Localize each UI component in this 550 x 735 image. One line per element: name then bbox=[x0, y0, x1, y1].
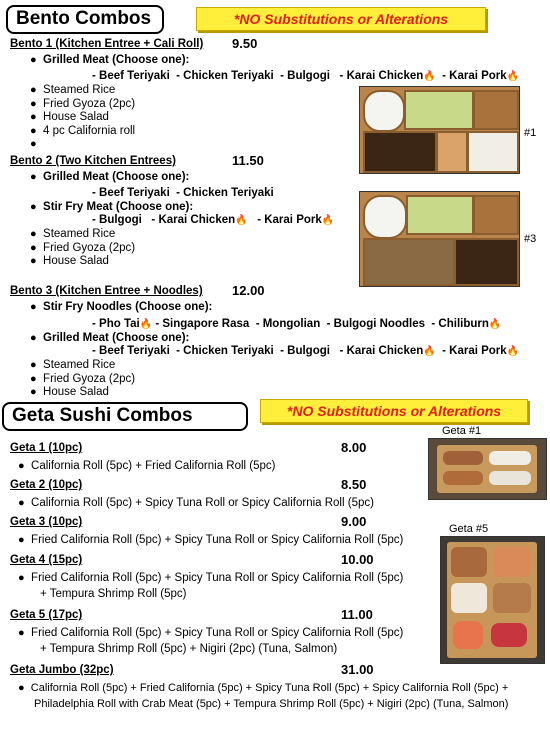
bullet-icon: ● bbox=[30, 332, 37, 344]
geta3-line: ● Fried California Roll (5pc) + Spicy Tuna Roll or Spicy California Roll (5pc) bbox=[18, 534, 404, 546]
geta1-photo bbox=[428, 438, 547, 500]
spicy-roll-group bbox=[451, 583, 487, 613]
choice-beef-teriyaki: - Beef Teriyaki bbox=[92, 345, 170, 357]
choice-bulgogi: - Bulgogi bbox=[92, 214, 142, 226]
geta5-price: 11.00 bbox=[341, 607, 373, 622]
fried-roll-row bbox=[443, 451, 483, 465]
nigiri-salmon bbox=[453, 621, 483, 649]
list-item: ● House Salad bbox=[30, 255, 109, 267]
bento3-items bbox=[30, 359, 135, 400]
meat-compartment bbox=[454, 238, 519, 286]
rice-compartment bbox=[363, 195, 407, 239]
bento3-noodle-choices bbox=[92, 318, 501, 330]
bento2-stir-row bbox=[30, 201, 193, 213]
list-item: ● Steamed Rice bbox=[30, 84, 116, 96]
bullet-icon: ● bbox=[30, 301, 37, 313]
geta2-header: Geta 2 (10pc) bbox=[10, 479, 83, 491]
list-item: ● Fried Gyoza (2pc) bbox=[30, 241, 136, 254]
bento2-grilled-label: Grilled Meat (Choose one): bbox=[43, 171, 190, 183]
geta3-header: Geta 3 (10pc) bbox=[10, 516, 83, 528]
bullet-icon: ● bbox=[18, 572, 25, 584]
bento3-price: 12.00 bbox=[232, 283, 265, 298]
bento2-grilled-row bbox=[30, 171, 189, 183]
geta4-price: 10.00 bbox=[341, 552, 374, 567]
bullet-icon: ● bbox=[30, 241, 37, 254]
geta2-price: 8.50 bbox=[341, 477, 367, 492]
bento1-photo bbox=[359, 86, 520, 174]
cali-roll-row bbox=[489, 451, 531, 465]
nigiri-tuna bbox=[491, 623, 527, 647]
choice-chicken-teriyaki: - Chicken Teriyaki bbox=[176, 345, 274, 357]
fire-icon: 🔥 bbox=[423, 346, 436, 357]
salad-compartment bbox=[404, 90, 474, 130]
geta-title-text: Geta Sushi Combos bbox=[12, 405, 193, 426]
list-item: ● Steamed Rice bbox=[30, 359, 116, 371]
bento2-stir-label: Stir Fry Meat (Choose one): bbox=[43, 201, 194, 213]
bullet-icon: ● bbox=[30, 359, 37, 371]
choice-singapore-rasa: - Singapore Rasa bbox=[155, 318, 250, 330]
choice-karai-chicken: - Karai Chicken bbox=[339, 70, 424, 82]
geta5-line2: + Tempura Shrimp Roll (5pc) + Nigiri (2pc) (Tuna, Salmon) bbox=[40, 643, 338, 655]
sauce-compartment bbox=[436, 131, 468, 173]
geta5-line1: ● Fried California Roll (5pc) + Spicy Tuna Roll or Spicy California Roll (5pc) bbox=[18, 627, 404, 639]
bento3-header: Bento 3 (Kitchen Entree + Noodles) bbox=[10, 285, 203, 297]
bullet-icon: ● bbox=[30, 171, 37, 183]
geta-jumbo-line1: ● California Roll (5pc) + Fried California (5pc) + Spicy Tuna Roll (5pc) + Spicy California Roll (5pc) + bbox=[18, 682, 509, 694]
bullet-icon: ● bbox=[30, 201, 37, 213]
geta1-price: 8.00 bbox=[341, 440, 367, 455]
geta5-header: Geta 5 (17pc) bbox=[10, 609, 83, 621]
bullet-icon: ● bbox=[30, 54, 37, 66]
bento3-photo-label: #3 bbox=[524, 233, 537, 245]
choice-chicken-teriyaki: - Chicken Teriyaki bbox=[176, 70, 274, 82]
bento3-noodle-label: Stir Fry Noodles (Choose one): bbox=[43, 301, 213, 313]
stirfry-compartment bbox=[363, 238, 455, 286]
bento-no-substitutions-banner bbox=[196, 7, 486, 31]
sushi-compartment bbox=[467, 131, 519, 173]
geta5-photo bbox=[440, 536, 545, 664]
geta5-photo-label: Geta #5 bbox=[449, 523, 489, 535]
bento2-stir-choices bbox=[92, 214, 334, 226]
bento-section-title bbox=[6, 5, 164, 34]
choice-bulgogi: - Bulgogi bbox=[280, 70, 330, 82]
geta-jumbo-line2: Philadelphia Roll with Crab Meat (5pc) + Tempura Shrimp Roll (5pc) + Nigiri (2pc) (Tuna, Salmon) bbox=[34, 698, 509, 710]
fire-icon: 🔥 bbox=[506, 71, 520, 82]
cali-roll-row bbox=[489, 471, 531, 485]
choice-pho-tai: - Pho Tai bbox=[92, 318, 140, 330]
fire-icon: 🔥 bbox=[506, 346, 520, 357]
gyoza-compartment bbox=[473, 195, 519, 235]
bento2-items bbox=[30, 228, 135, 269]
choice-bulgogi: - Bulgogi bbox=[280, 345, 330, 357]
list-item: ● Fried Gyoza (2pc) bbox=[30, 97, 136, 110]
fire-icon: 🔥 bbox=[321, 215, 335, 226]
choice-bulgogi-noodles: - Bulgogi Noodles bbox=[326, 318, 425, 330]
fried-roll-row bbox=[443, 471, 483, 485]
choice-karai-chicken: - Karai Chicken bbox=[339, 345, 424, 357]
fire-icon: 🔥 bbox=[139, 319, 153, 330]
gyoza-compartment bbox=[473, 90, 519, 130]
geta-banner-text: *NO Substitutions or Alterations bbox=[286, 403, 502, 419]
bento1-photo-label: #1 bbox=[524, 127, 537, 139]
bullet-icon: ● bbox=[30, 386, 37, 398]
geta-jumbo-header: Geta Jumbo (32pc) bbox=[10, 664, 114, 676]
bento2-grilled-choices bbox=[92, 187, 274, 199]
bullet-icon: ● bbox=[30, 138, 37, 150]
list-item: ● House Salad bbox=[30, 111, 109, 123]
list-item: ● Fried Gyoza (2pc) bbox=[30, 372, 136, 385]
choice-mongolian: - Mongolian bbox=[255, 318, 321, 330]
list-item: ● House Salad bbox=[30, 386, 109, 398]
list-item: ● 4 pc California roll bbox=[30, 124, 136, 137]
bento3-photo bbox=[359, 191, 520, 287]
bullet-icon: ● bbox=[30, 228, 37, 240]
fire-icon: 🔥 bbox=[423, 71, 436, 82]
choice-karai-pork: - Karai Pork bbox=[257, 214, 322, 226]
geta4-header: Geta 4 (15pc) bbox=[10, 554, 83, 566]
bullet-icon: ● bbox=[30, 84, 37, 96]
bento1-choices bbox=[92, 70, 519, 82]
bento3-noodle-row bbox=[30, 301, 212, 313]
bento1-grilled-row bbox=[30, 54, 189, 66]
bullet-icon: ● bbox=[18, 682, 25, 694]
bento1-price: 9.50 bbox=[232, 36, 258, 51]
geta3-price: 9.00 bbox=[341, 514, 367, 529]
choice-karai-pork: - Karai Pork bbox=[442, 345, 507, 357]
cali-roll-group bbox=[493, 583, 531, 613]
geta2-line: ● California Roll (5pc) + Spicy Tuna Roll or Spicy California Roll (5pc) bbox=[18, 497, 374, 509]
bullet-icon: ● bbox=[18, 534, 25, 546]
bullet-icon: ● bbox=[30, 97, 37, 110]
bullet-icon: ● bbox=[30, 111, 37, 123]
geta1-line: ● California Roll (5pc) + Fried California Roll (5pc) bbox=[18, 460, 276, 472]
bullet-icon: ● bbox=[30, 124, 37, 137]
geta4-line2: + Tempura Shrimp Roll (5pc) bbox=[40, 588, 187, 600]
geta1-header: Geta 1 (10pc) bbox=[10, 442, 83, 454]
fire-icon: 🔥 bbox=[235, 215, 248, 226]
fried-roll-group bbox=[451, 547, 487, 577]
bento3-grilled-label: Grilled Meat (Choose one): bbox=[43, 332, 190, 344]
geta-jumbo-price: 31.00 bbox=[341, 662, 374, 677]
choice-karai-pork: - Karai Pork bbox=[442, 70, 507, 82]
choice-beef-teriyaki: - Beef Teriyaki bbox=[92, 70, 170, 82]
bento1-grilled-label: Grilled Meat (Choose one): bbox=[43, 54, 190, 66]
bento1-items bbox=[30, 84, 135, 152]
list-item-empty bbox=[30, 138, 135, 152]
geta-section-title bbox=[2, 402, 248, 431]
bullet-icon: ● bbox=[18, 460, 25, 472]
bento-title-text: Bento Combos bbox=[16, 8, 152, 29]
geta4-line1: ● Fried California Roll (5pc) + Spicy Tuna Roll or Spicy California Roll (5pc) bbox=[18, 572, 404, 584]
bento2-header: Bento 2 (Two Kitchen Entrees) bbox=[10, 155, 176, 167]
fire-icon: 🔥 bbox=[488, 319, 502, 330]
choice-beef-teriyaki: - Beef Teriyaki bbox=[92, 187, 170, 199]
meat-compartment bbox=[363, 131, 437, 173]
geta-no-substitutions-banner bbox=[260, 399, 528, 423]
bullet-icon: ● bbox=[30, 372, 37, 385]
bento3-grilled-row bbox=[30, 332, 189, 344]
salad-compartment bbox=[406, 195, 474, 235]
bullet-icon: ● bbox=[30, 255, 37, 267]
tempura-roll-group bbox=[493, 547, 531, 577]
geta1-photo-label: Geta #1 bbox=[442, 425, 482, 437]
bento-banner-text: *NO Substitutions or Alterations bbox=[233, 11, 449, 27]
bento2-price: 11.50 bbox=[232, 153, 264, 168]
bento1-header: Bento 1 (Kitchen Entree + Cali Roll) bbox=[10, 38, 204, 50]
bullet-icon: ● bbox=[18, 497, 25, 509]
bento3-choices bbox=[92, 345, 519, 357]
choice-chicken-teriyaki: - Chicken Teriyaki bbox=[176, 187, 274, 199]
list-item: ● Steamed Rice bbox=[30, 228, 116, 240]
rice-compartment bbox=[363, 90, 405, 132]
choice-chiliburn: - Chiliburn bbox=[431, 318, 489, 330]
choice-karai-chicken: - Karai Chicken bbox=[151, 214, 236, 226]
bullet-icon: ● bbox=[18, 627, 25, 639]
